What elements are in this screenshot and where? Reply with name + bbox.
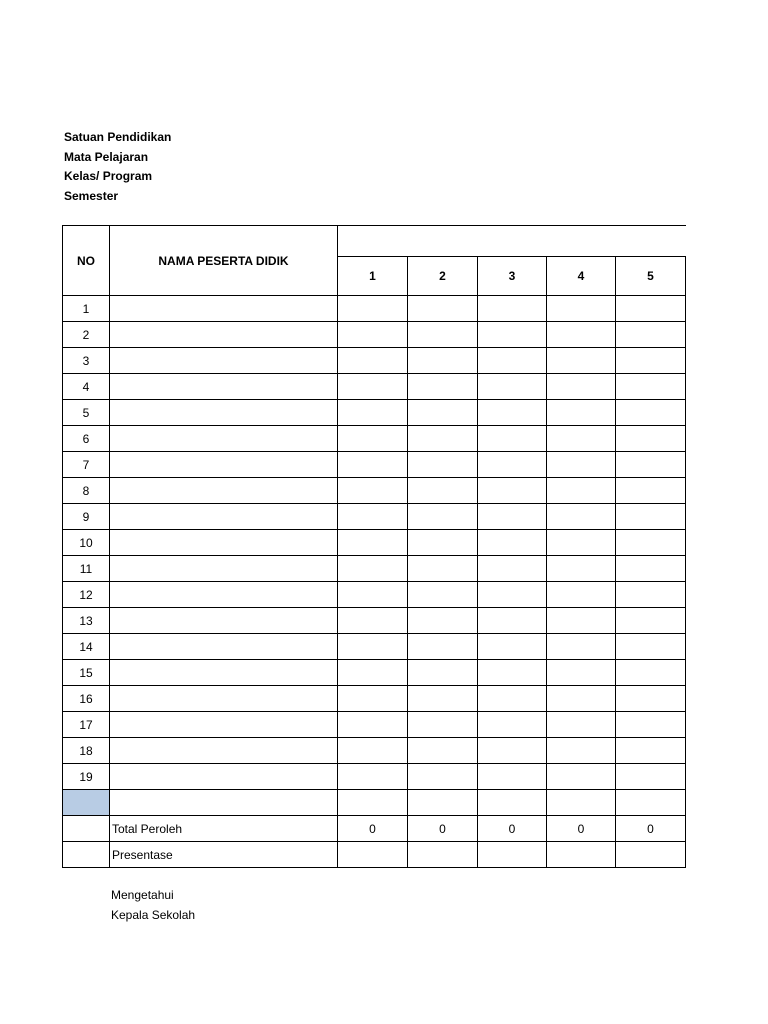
score-cell-2[interactable]	[408, 530, 478, 556]
header-score-3[interactable]: 3	[478, 257, 547, 296]
table-row	[63, 660, 686, 686]
score-cell-3[interactable]	[478, 634, 547, 660]
score-cell-5[interactable]	[616, 400, 686, 426]
score-cell-4[interactable]	[547, 322, 616, 348]
table-row	[63, 478, 686, 504]
score-cell-3[interactable]	[478, 400, 547, 426]
student-name-cell[interactable]	[110, 582, 338, 608]
percentage-score-cell-3[interactable]	[478, 842, 547, 868]
score-cell-1[interactable]	[338, 634, 408, 660]
percentage-label-cell[interactable]: Presentase	[110, 842, 338, 868]
percentage-score-cell-5[interactable]	[616, 842, 686, 868]
header-score-4[interactable]: 4	[547, 257, 616, 296]
score-cell-3[interactable]	[478, 660, 547, 686]
label-mengetahui: Mengetahui	[111, 888, 174, 902]
row-number-cell[interactable]: 11	[63, 556, 110, 582]
table-row	[63, 400, 686, 426]
total-score-cell-1[interactable]: 0	[338, 816, 408, 842]
row-number-cell[interactable]: 14	[63, 634, 110, 660]
score-cell-4[interactable]	[547, 608, 616, 634]
percentage-score-cell-2[interactable]	[408, 842, 478, 868]
score-cell-1[interactable]	[338, 790, 408, 816]
header-score-1[interactable]: 1	[338, 257, 408, 296]
score-cell-1[interactable]	[338, 608, 408, 634]
label-kelas-program: Kelas/ Program	[64, 169, 153, 183]
score-cell-1[interactable]	[338, 764, 408, 790]
student-name-cell[interactable]	[110, 608, 338, 634]
score-cell-2[interactable]	[408, 452, 478, 478]
student-name-cell[interactable]	[110, 426, 338, 452]
student-name-cell[interactable]	[110, 556, 338, 582]
student-name-cell[interactable]	[110, 478, 338, 504]
row-number-cell[interactable]: 6	[63, 426, 110, 452]
row-number-cell[interactable]: 9	[63, 504, 110, 530]
header-score-2[interactable]: 2	[408, 257, 478, 296]
student-name-cell[interactable]	[110, 764, 338, 790]
score-cell-1[interactable]	[338, 660, 408, 686]
signature-block	[111, 886, 195, 925]
score-cell-4[interactable]	[547, 296, 616, 322]
score-cell-5[interactable]	[616, 504, 686, 530]
score-cell-1[interactable]	[338, 400, 408, 426]
score-cell-2[interactable]	[408, 556, 478, 582]
score-cell-3[interactable]	[478, 582, 547, 608]
document-header-info	[64, 128, 171, 206]
score-cell-1[interactable]	[338, 374, 408, 400]
header-nama-peserta-didik[interactable]: NAMA PESERTA DIDIK	[110, 226, 338, 296]
row-number-cell[interactable]: 15	[63, 660, 110, 686]
score-cell-2[interactable]	[408, 374, 478, 400]
score-cell-3[interactable]	[478, 764, 547, 790]
student-name-cell[interactable]	[110, 452, 338, 478]
score-cell-4[interactable]	[547, 790, 616, 816]
score-cell-5[interactable]	[616, 426, 686, 452]
score-cell-5[interactable]	[616, 556, 686, 582]
table-row	[63, 452, 686, 478]
table-row	[63, 556, 686, 582]
score-cell-5[interactable]	[616, 686, 686, 712]
score-cell-1[interactable]	[338, 322, 408, 348]
score-cell-2[interactable]	[408, 582, 478, 608]
percentage-row	[63, 842, 686, 868]
student-name-cell[interactable]	[110, 374, 338, 400]
table-row	[63, 608, 686, 634]
table-row	[63, 426, 686, 452]
selected-cell[interactable]	[63, 790, 110, 816]
score-cell-3[interactable]	[478, 322, 547, 348]
table-row	[63, 530, 686, 556]
score-cell-4[interactable]	[547, 530, 616, 556]
score-cell-4[interactable]	[547, 478, 616, 504]
row-number-cell[interactable]: 13	[63, 608, 110, 634]
score-cell-2[interactable]	[408, 478, 478, 504]
score-cell-4[interactable]	[547, 712, 616, 738]
score-cell-3[interactable]	[478, 296, 547, 322]
score-cell-1[interactable]	[338, 426, 408, 452]
score-cell-3[interactable]	[478, 478, 547, 504]
score-cell-1[interactable]	[338, 712, 408, 738]
score-cell-5[interactable]	[616, 374, 686, 400]
score-cell-4[interactable]	[547, 686, 616, 712]
score-cell-1[interactable]	[338, 504, 408, 530]
score-cell-1[interactable]	[338, 556, 408, 582]
score-cell-5[interactable]	[616, 712, 686, 738]
header-row-top	[63, 226, 686, 257]
score-cell-1[interactable]	[338, 296, 408, 322]
student-name-cell[interactable]	[110, 660, 338, 686]
score-cell-2[interactable]	[408, 322, 478, 348]
score-cell-5[interactable]	[616, 764, 686, 790]
score-cell-5[interactable]	[616, 634, 686, 660]
total-score-cell-4[interactable]: 0	[547, 816, 616, 842]
score-cell-4[interactable]	[547, 504, 616, 530]
score-cell-5[interactable]	[616, 478, 686, 504]
score-cell-2[interactable]	[408, 686, 478, 712]
table-row	[63, 322, 686, 348]
row-number-cell[interactable]: 7	[63, 452, 110, 478]
score-cell-2[interactable]	[408, 712, 478, 738]
score-cell-1[interactable]	[338, 452, 408, 478]
header-score-group[interactable]	[338, 226, 686, 257]
student-name-cell[interactable]	[110, 738, 338, 764]
score-cell-1[interactable]	[338, 530, 408, 556]
total-score-cell-2[interactable]: 0	[408, 816, 478, 842]
label-semester: Semester	[64, 188, 119, 203]
row-number-cell[interactable]: 4	[63, 374, 110, 400]
score-cell-4[interactable]	[547, 634, 616, 660]
score-cell-4[interactable]	[547, 426, 616, 452]
student-name-cell[interactable]	[110, 400, 338, 426]
score-cell-2[interactable]	[408, 790, 478, 816]
score-cell-2[interactable]	[408, 348, 478, 374]
score-cell-4[interactable]	[547, 452, 616, 478]
header-score-5[interactable]: 5	[616, 257, 686, 296]
student-name-cell[interactable]	[110, 348, 338, 374]
score-table	[62, 225, 686, 868]
score-cell-3[interactable]	[478, 374, 547, 400]
score-cell-5[interactable]	[616, 530, 686, 556]
total-score-cell-5[interactable]: 0	[616, 816, 686, 842]
score-cell-2[interactable]	[408, 634, 478, 660]
row-number-cell[interactable]: 1	[63, 296, 110, 322]
label-mata-pelajaran: Mata Pelajaran	[64, 149, 149, 164]
score-cell-3[interactable]	[478, 712, 547, 738]
score-cell-4[interactable]	[547, 582, 616, 608]
score-cell-3[interactable]	[478, 452, 547, 478]
score-cell-1[interactable]	[338, 686, 408, 712]
student-name-cell[interactable]	[110, 322, 338, 348]
row-number-cell[interactable]: 3	[63, 348, 110, 374]
score-cell-4[interactable]	[547, 348, 616, 374]
row-number-cell[interactable]: 17	[63, 712, 110, 738]
row-number-cell[interactable]: 18	[63, 738, 110, 764]
score-cell-2[interactable]	[408, 738, 478, 764]
score-cell-5[interactable]	[616, 738, 686, 764]
score-cell-3[interactable]	[478, 790, 547, 816]
row-number-cell[interactable]: 12	[63, 582, 110, 608]
table-row	[63, 686, 686, 712]
student-name-cell[interactable]	[110, 530, 338, 556]
percentage-score-cell-4[interactable]	[547, 842, 616, 868]
score-cell-2[interactable]	[408, 400, 478, 426]
score-cell-4[interactable]	[547, 660, 616, 686]
score-cell-2[interactable]	[408, 608, 478, 634]
score-cell-5[interactable]	[616, 296, 686, 322]
table-row-blank	[63, 790, 686, 816]
score-cell-3[interactable]	[478, 556, 547, 582]
row-number-cell[interactable]: 8	[63, 478, 110, 504]
row-number-cell[interactable]: 19	[63, 764, 110, 790]
total-row-number-cell[interactable]	[63, 816, 110, 842]
row-number-cell[interactable]: 5	[63, 400, 110, 426]
table-row	[63, 712, 686, 738]
total-score-cell-3[interactable]: 0	[478, 816, 547, 842]
score-cell-1[interactable]	[338, 478, 408, 504]
score-cell-5[interactable]	[616, 790, 686, 816]
row-number-cell[interactable]: 16	[63, 686, 110, 712]
score-cell-1[interactable]	[338, 738, 408, 764]
score-cell-4[interactable]	[547, 400, 616, 426]
score-cell-5[interactable]	[616, 608, 686, 634]
label-kepala-sekolah: Kepala Sekolah	[111, 907, 196, 922]
score-cell-3[interactable]	[478, 504, 547, 530]
table-row	[63, 634, 686, 660]
total-label-cell[interactable]: Total Peroleh	[110, 816, 338, 842]
score-cell-4[interactable]	[547, 374, 616, 400]
score-cell-4[interactable]	[547, 738, 616, 764]
student-name-cell[interactable]	[110, 712, 338, 738]
score-cell-1[interactable]	[338, 582, 408, 608]
row-number-cell[interactable]: 10	[63, 530, 110, 556]
table-row	[63, 296, 686, 322]
student-name-cell[interactable]	[110, 634, 338, 660]
score-cell-2[interactable]	[408, 660, 478, 686]
student-name-cell[interactable]	[110, 504, 338, 530]
score-cell-1[interactable]	[338, 348, 408, 374]
total-row	[63, 816, 686, 842]
label-satuan-pendidikan: Satuan Pendidikan	[64, 130, 172, 144]
table-row	[63, 348, 686, 374]
table-row	[63, 504, 686, 530]
student-name-cell[interactable]	[110, 296, 338, 322]
score-cell-3[interactable]	[478, 426, 547, 452]
header-no[interactable]: NO	[63, 226, 110, 296]
score-cell-5[interactable]	[616, 322, 686, 348]
score-cell-5[interactable]	[616, 348, 686, 374]
score-cell-2[interactable]	[408, 504, 478, 530]
score-cell-3[interactable]	[478, 686, 547, 712]
student-name-cell[interactable]	[110, 790, 338, 816]
score-cell-5[interactable]	[616, 660, 686, 686]
score-cell-3[interactable]	[478, 608, 547, 634]
score-cell-2[interactable]	[408, 426, 478, 452]
score-cell-3[interactable]	[478, 738, 547, 764]
score-cell-5[interactable]	[616, 452, 686, 478]
table-row	[63, 582, 686, 608]
percentage-row-number-cell[interactable]	[63, 842, 110, 868]
score-cell-3[interactable]	[478, 348, 547, 374]
score-cell-5[interactable]	[616, 582, 686, 608]
score-cell-2[interactable]	[408, 296, 478, 322]
score-cell-3[interactable]	[478, 530, 547, 556]
score-cell-4[interactable]	[547, 764, 616, 790]
percentage-score-cell-1[interactable]	[338, 842, 408, 868]
table-row	[63, 738, 686, 764]
score-cell-4[interactable]	[547, 556, 616, 582]
row-number-cell[interactable]: 2	[63, 322, 110, 348]
score-cell-2[interactable]	[408, 764, 478, 790]
student-name-cell[interactable]	[110, 686, 338, 712]
table-row	[63, 374, 686, 400]
table-row	[63, 764, 686, 790]
